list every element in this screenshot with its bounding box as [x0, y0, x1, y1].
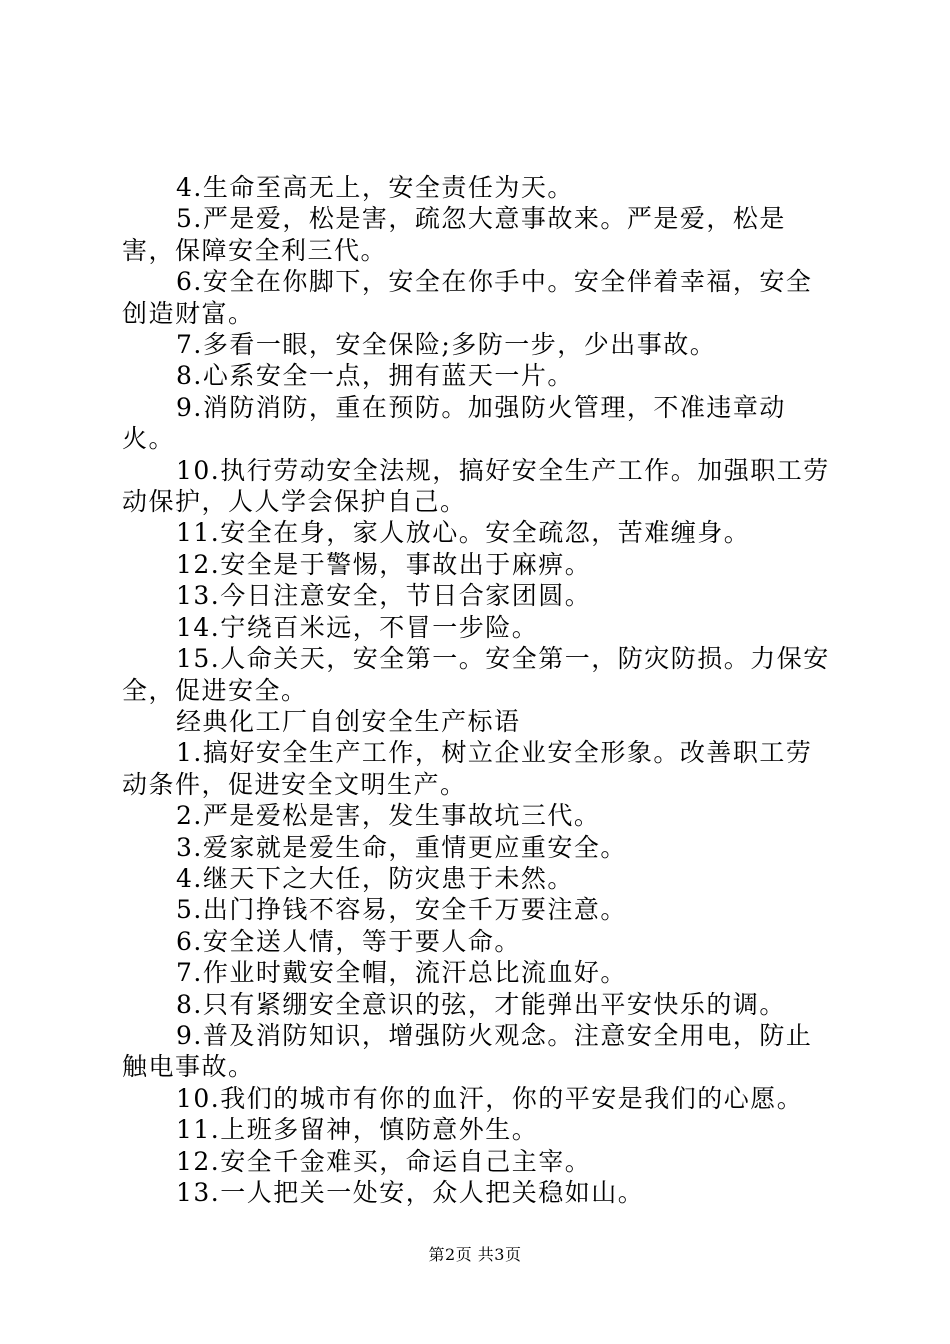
paragraph: 5.严是爱，松是害，疏忽大意事故来。严是爱，松是害，保障安全利三代。 [122, 204, 786, 265]
section-heading: 经典化工厂自创安全生产标语 [176, 706, 521, 736]
paragraph: 7.多看一眼，安全保险;多防一步，少出事故。 [176, 330, 717, 360]
paragraph: 8.只有紧绷安全意识的弦，才能弹出平安快乐的调。 [176, 989, 786, 1019]
paragraph: 9.消防消防，重在预防。加强防火管理，不准违章动火。 [122, 392, 786, 454]
paragraph: 14.宁绕百米远，不冒一步险。 [176, 612, 539, 642]
paragraph: 11.安全在身，家人放心。安全疏忽，苦难缠身。 [176, 518, 751, 548]
paragraph: 12.安全千金难买，命运自己主宰。 [176, 1146, 592, 1176]
paragraph: 9.普及消防知识，增强防火观念。注意安全用电，防止触电事故。 [122, 1020, 813, 1082]
paragraph: 1.搞好安全生产工作，树立企业安全形象。改善职工劳动条件，促进安全文明生产。 [122, 738, 813, 799]
page-footer: 第2页 共3页 [428, 1245, 522, 1264]
paragraph: 11.上班多留神，慎防意外生。 [176, 1115, 539, 1145]
paragraph: 4.继天下之大任，防灾患于未然。 [176, 863, 574, 893]
paragraph: 4.生命至高无上，安全责任为天。 [176, 173, 574, 202]
paragraph: 13.今日注意安全，节日合家团圆。 [176, 581, 592, 611]
paragraph: 8.心系安全一点，拥有蓝天一片。 [176, 361, 574, 391]
paragraph: 12.安全是于警惕，事故出于麻痹。 [176, 549, 592, 579]
paragraph: 7.作业时戴安全帽，流汗总比流血好。 [176, 958, 627, 988]
paragraph: 6.安全送人情，等于要人命。 [176, 926, 521, 956]
paragraph: 3.爱家就是爱生命，重情更应重安全。 [176, 832, 627, 862]
paragraph: 5.出门挣钱不容易，安全千万要注意。 [176, 895, 627, 925]
paragraph: 10.执行劳动安全法规，搞好安全生产工作。加强职工劳动保护，人人学会保护自己。 [122, 455, 830, 517]
paragraph: 2.严是爱松是害，发生事故坑三代。 [176, 801, 601, 831]
paragraph: 13.一人把关一处安，众人把关稳如山。 [176, 1178, 645, 1207]
document-body [122, 172, 838, 1208]
paragraph: 10.我们的城市有你的血汗，你的平安是我们的心愿。 [176, 1083, 804, 1113]
paragraph: 15.人命关天，安全第一。安全第一，防灾防损。力保安全，促进安全。 [122, 644, 830, 705]
paragraph: 6.安全在你脚下，安全在你手中。安全伴着幸福，安全创造财富。 [122, 267, 813, 328]
